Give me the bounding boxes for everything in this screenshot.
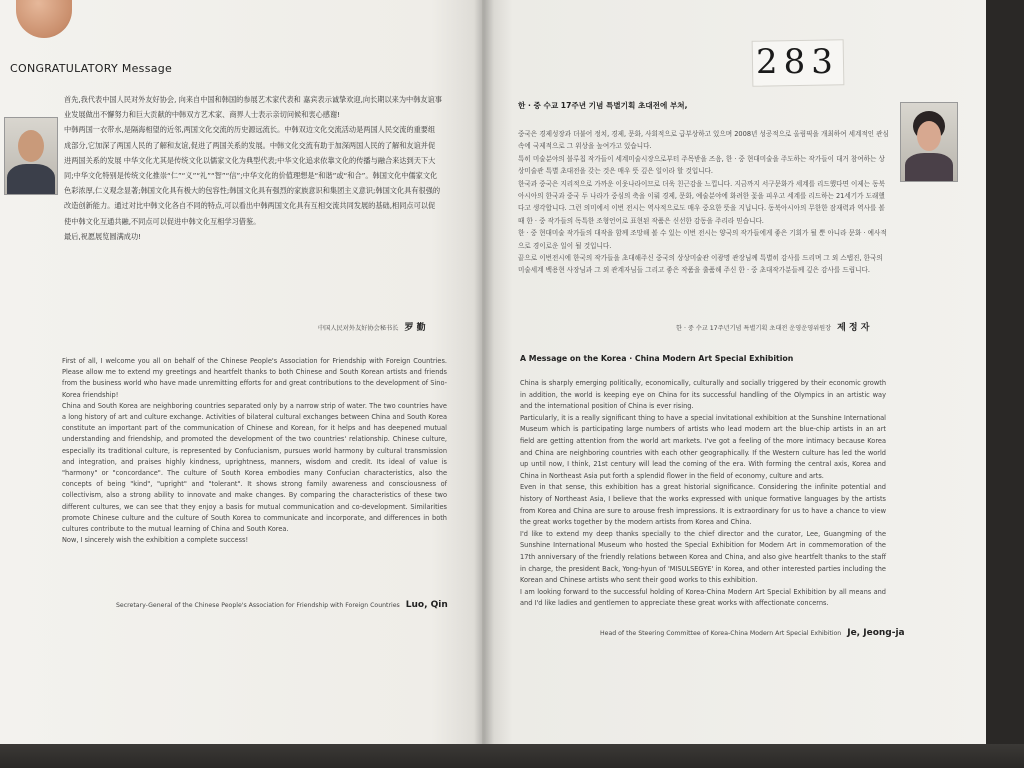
english-signature-name: Luo, Qin	[405, 600, 448, 610]
thumb	[16, 0, 72, 38]
left-page	[0, 0, 490, 768]
korean-paragraph: 한 · 중 현대미술 작가들의 대작을 함께 조망해 볼 수 있는 이번 전시는 양국의 작가들에게 좋은 기회가 될 뿐 아니라 문화 · 예사적으로 경이로운 일이 될 것입니다.	[518, 229, 887, 250]
portrait-luo-qin	[4, 117, 58, 195]
chinese-paragraph: 首先,我代表中国人民对外友好协会, 向来自中国和韩国的参展艺术家代表和 嘉宾表示诚挚欢迎,向长期以来为中韩友谊事业发展做出不懈努力和巨大贡献的中韩双方艺术家、商界人士表示亲切问候和衷心感谢!	[64, 95, 442, 120]
page-header: CONGRATULATORY Message	[10, 62, 173, 75]
table-surface	[0, 744, 1024, 768]
english-paragraph: China and South Korea are neighboring countries separated only by a narrow strip of water. The two countries have a long history of art and culture exchange. Activities of bilateral cultural exchanges between China and South Korea constitute an important part of the communication of Chinese and Korean, for it helps and has deepened mutual understanding and friendship, and promoted the development of the two countries' relationship. Chinese culture, especially its traditional culture, is represented by Confucianism, pursues world harmony by cultural transmission and integration, and praises highly kindness, uprightness, manners, wisdom and credit. Its ideal of value is "harmony" or "concordance". The culture of South Korea embodies many Confucian characteristics, also the concepts of being "kind", "upright" and "tolerant". It shows strong family awareness and consciousness of collectivism, also a strong ability to innovate and make changes. By comparing the characteristics of these two different cultures, we can see that they enjoy a basis for mutual communication and co-development. Similarities promote Chinese culture and the culture of South Korea to communicate and incorporate, and differences in both cultures contribute to the mutual learning of China and South Korea.	[62, 401, 447, 534]
book-fold	[474, 0, 494, 768]
chinese-signature	[318, 320, 426, 333]
english-paragraph: Particularly, it is a really significant thing to have a special invitational exhibition at the Sunshine International Museum which is participating large numbers of artists who lead modern art the blue-chip artists in an art field are getting attention from the world art markets. I've got a feeling of the more intimacy because Korea and China are neighboring countries with each other geographically. If the Western culture has led the world up until now, I think, 21st century will lead the coming of the era. With forming the central axis, Korea and China in Northeast Asia put forth a splendid flower in the field of economy, culture and arts.	[520, 413, 886, 480]
portrait-je-jeong-ja	[900, 102, 958, 182]
english-paragraph: First of all, I welcome you all on behalf of the Chinese People's Association for Friendship with Foreign Countries. Please allow me to extend my greetings and heartfelt thanks to both Chinese and South Korean artists and friends from the business world who have made unremitting efforts for and great contributions to the development of Sino-Korea friendship!	[62, 357, 447, 399]
english-signature-title: Head of the Steering Committee of Korea-China Modern Art Special Exhibition	[600, 630, 842, 637]
english-paragraph: China is sharply emerging politically, economically, culturally and socially triggered by their economic growth in addition, the world is keeping eye on China for its successful handling of the Olympics in an artistic way and the international position of China is ever rising.	[520, 379, 886, 411]
chinese-signature-name: 罗 勤	[404, 323, 426, 333]
korean-signature	[676, 320, 869, 333]
korean-paragraph: 한국과 중국은 지리적으로 가까운 이웃나라이므로 더욱 친근감을 느낍니다. 지금까지 서구문화가 세계를 리드했다면 이제는 동북아시아의 한국과 중국 두 나라가 중심의 축을 이뤄 경제, 문화, 예술분야에 화려한 꽃을 피우고 세계를 리드하는 21세기가 도래했다고 생각합니다. 그런 의미에서 이번 전시는 역사적으로도 매우 중요한 뜻을 지닙니다. 동북아시아의 무한한 잠재력과 역사를 볼 때 한 · 중 작가들의 독특한 조형언어로 표현된 작품은 신선한 감동을 주리라 믿습니다.	[518, 179, 885, 225]
english-signature-title: Secretary-General of the Chinese People's Association for Friendship with Foreign Countries	[116, 602, 400, 609]
korean-paragraph: 끝으로 이번전시에 한국의 작가들을 초대해주신 중국의 상상미술관 이광명 관장님께 특별히 감사를 드리며 그 외 스탭진, 한국의 미술세계 백용현 사장님과 그 외 관계자님들 그리고 좋은 작품을 출품해 주신 한 · 중 초대작가분들께 깊은 감사를 드립니다.	[518, 254, 883, 275]
english-message-right	[520, 378, 886, 610]
korean-title: 한 · 중 수교 17주년 기념 특별기획 초대전에 부쳐,	[518, 101, 688, 110]
english-paragraph: Even in that sense, this exhibition has a great historial significance. Considering the infinite potential and history of Northeast Asia, I believe that the works expressed with unique formative languages by the artists from Korea and China are sure to arouse fresh impressions. It is extraordinary for us to have a chance to view the great works together by the modern artists from Korea and China.	[520, 483, 886, 527]
chinese-paragraph: 最后,祝愿展览圆满成功!	[64, 231, 142, 241]
korean-paragraph: 특히 미술분야의 블루칩 작가들이 세계미술시장으로부터 주목받을 즈음, 한 · 중 현대미술을 주도하는 작가들이 대거 참여하는 상상미술관 특별 초대전을 갖는 것은 매우 뜻 깊은 일이라 할 것입니다.	[518, 154, 885, 176]
page-number: 283	[756, 42, 839, 82]
chinese-message	[64, 92, 442, 244]
english-message-left	[62, 356, 447, 546]
korean-signature-name: 제 정 자	[837, 323, 870, 333]
chinese-signature-title: 中国人民对外友好协会秘书长	[318, 325, 399, 332]
korean-paragraph: 중국은 경제성장과 더불어 정치, 경제, 문화, 사회적으로 급부상하고 있으며 2008년 성공적으로 올림픽을 개최하여 세계적인 관심 속에 국제적으로 그 위상을 높여가고 있습니다.	[518, 130, 889, 151]
english-paragraph: Now, I sincerely wish the exhibition a complete success!	[62, 536, 249, 545]
english-signature-right	[600, 628, 905, 638]
korean-message	[518, 128, 890, 277]
english-signature-name: Je, Jeong-ja	[847, 628, 905, 638]
korean-signature-title: 한 · 중 수교 17주년기념 특별기획 초대전 운영운영위원장	[676, 325, 832, 332]
english-title-right: A Message on the Korea · China Modern Art Special Exhibition	[520, 354, 794, 363]
english-paragraph: I am looking forward to the successful holding of Korea-China Modern Art Special Exhibition by all means and and I'd like ladies and gentlemen to appreciate these great works with affectionate concerns.	[520, 587, 886, 608]
chinese-paragraph: 中韩两国一衣带水,是隔海相望的近邻,两国文化交流的历史源远流长。中韩双边文化交流活动是两国人民交流的重要组成部分,它加深了两国人民的了解和友谊,促进了两国关系的发展。中韩文化交流有助于加深两国人民的了解和友谊并促进两国关系的发展 中华文化尤其是传统文化以儒家文化为典型代表;中华文化追求依靠文化的传播与融合来达到天下大同;中华文化特别是传统文化推崇“仁”“义”“礼”“智”“信”;中华文化的价值理想是“和谐”或“和合”。韩国文化中儒家文化色彩浓厚,仁义观念显著;韩国文化具有极大的包容性;韩国文化具有强烈的家族意识和集团主义意识;韩国文化具有很强的改造创新能力。通过对比中韩文化各自不同的特点,可以看出中韩两国文化具有互相交流共同发展的基础,相同点可以促使中韩文化互通共融,不同点可以促进中韩文化互相学习借鉴。	[64, 125, 441, 226]
english-paragraph: I'd like to extend my deep thanks specially to the chief director and the curator, Lee, Guangming of the Sunshine International Museum who hosted the Special Exhibition for Modern Art in commemoration of the 17th anniversary of the friendly relations between Korea and China, and also give heartfelt thanks to the staff in charge, the president Back, Yong-hyun of 'MISULSEGYE' in Korea, and other interested parties including the Korean and Chinese artists who sent their good works to this exhibition.	[520, 529, 886, 585]
english-signature-left	[116, 600, 448, 610]
